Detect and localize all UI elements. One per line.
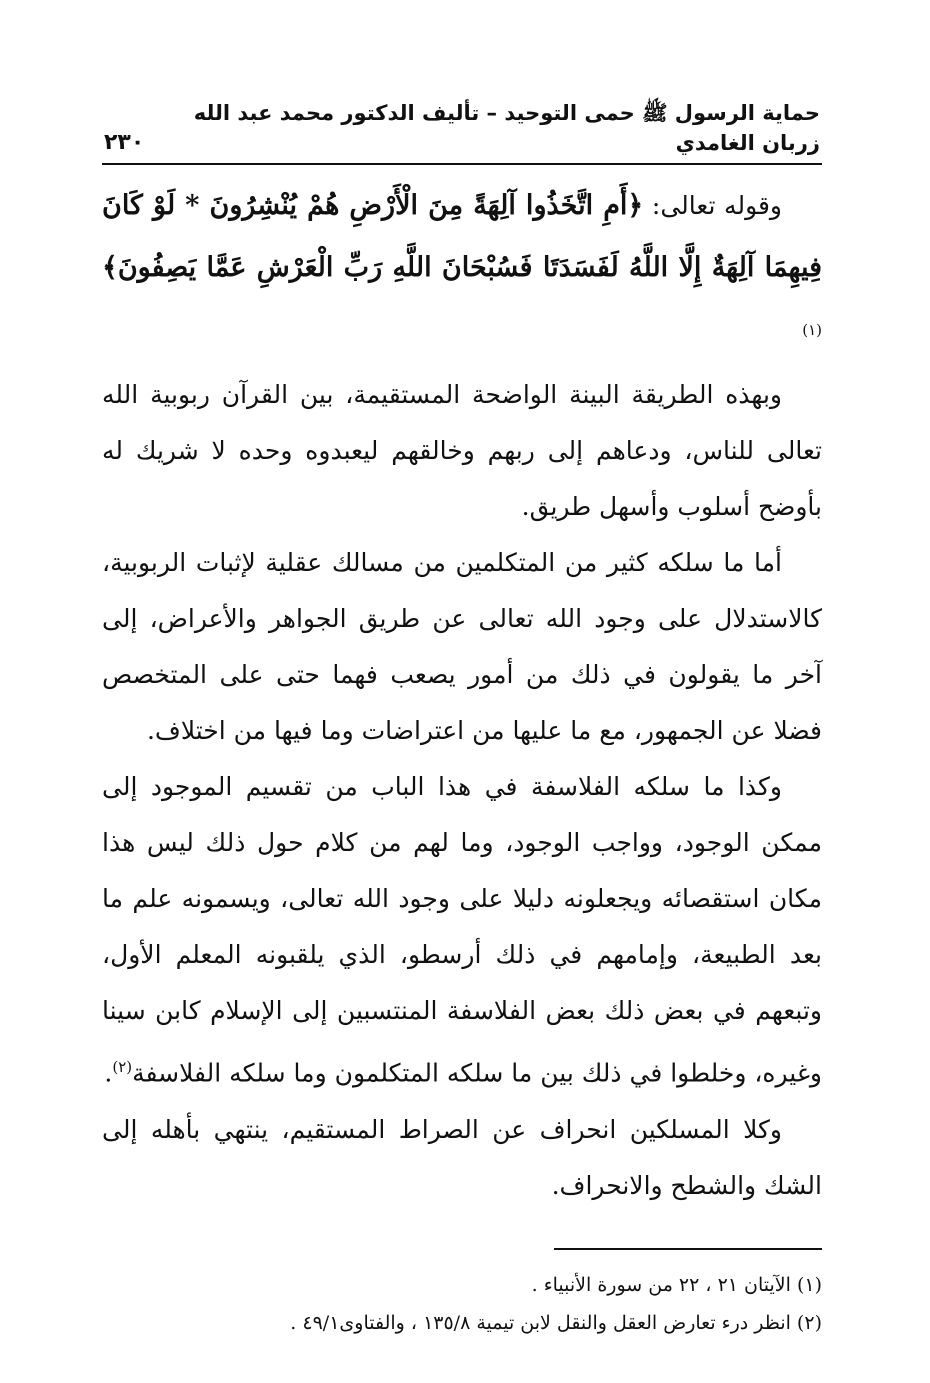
footnote-1: (١) الآيتان ٢١ ، ٢٢ من سورة الأنبياء . bbox=[531, 1273, 822, 1296]
page-body bbox=[102, 175, 822, 1214]
footnote-2: (٢) انظر درء تعارض العقل والنقل لابن تيمية ١٣٥/٨ ، والفتاوى٤٩/١ . bbox=[290, 1311, 822, 1334]
header-rule bbox=[102, 163, 822, 165]
page-number: ٢٣٠ bbox=[104, 130, 145, 155]
paragraph-1: وبهذه الطريقة البينة الواضحة المستقيمة، بين القرآن ربوبية الله تعالى للناس، ودعاهم إلى ربهم وخالقهم ليعبدوه وحده لا شريك له بأوضح أسلوب وأسهل طريق. bbox=[102, 380, 822, 522]
verse-intro: وقوله تعالى: bbox=[651, 191, 783, 220]
paragraph-3 bbox=[102, 759, 822, 1101]
quran-verse: ﴿أَمِ اتَّخَذُوا آلِهَةً مِنَ الْأَرْضِ هُمْ يُنْشِرُونَ * لَوْ كَانَ فِيهِمَا آلِهَةٌ إِلَّا اللَّهُ لَفَسَدَتَا فَسُبْحَانَ اللَّهِ رَبِّ الْعَرْشِ عَمَّا يَصِفُونَ﴾ bbox=[102, 190, 822, 283]
paragraph-4: وكلا المسلكين انحراف عن الصراط المستقيم، ينتهي بأهله إلى الشك والشطح والانحراف. bbox=[102, 1114, 822, 1200]
footnote-rule bbox=[554, 1248, 822, 1250]
running-header bbox=[102, 100, 822, 163]
footnote-ref-1: (١) bbox=[802, 321, 822, 339]
footnote-ref-2: (٢) bbox=[112, 1058, 133, 1077]
paragraph-3-text: وكذا ما سلكه الفلاسفة في هذا الباب من تقسيم الموجود إلى ممكن الوجود، وواجب الوجود، وما لهم من كلام حول ذلك ليس هذا مكان استقصائه ويجعلونه دليلا على وجود الله تعالى، ويسمونه علم ما بعد الطبيعة، وإمامهم في ذلك أرسطو، الذي يلقبونه المعلم الأول، وتبعهم في بعض ذلك بعض الفلاسفة المنتسبين إلى الإسلام كابن سينا وغيره، وخلطوا في ذلك بين ما سلكه المتكلمون وما سلكه الفلاسفة bbox=[102, 772, 822, 1088]
header-title: حماية الرسول ﷺ حمى التوحيد – تأليف الدكتور محمد عبد الله زربان الغامدي bbox=[193, 101, 820, 155]
paragraph-3-end: . bbox=[104, 1058, 113, 1088]
verse-paragraph bbox=[102, 175, 822, 367]
paragraph-2: أما ما سلكه كثير من المتكلمين من مسالك عقلية لإثبات الربوبية، كالاستدلال على وجود الله تعالى عن طريق الجواهر والأعراض، إلى آخر ما يقولون في ذلك من أمور يصعب فهما حتى على المتخصص فضلا عن الجمهور، مع ما عليها من اعتراضات وما فيها من اختلاف. bbox=[102, 548, 822, 746]
footnotes bbox=[102, 1266, 822, 1342]
